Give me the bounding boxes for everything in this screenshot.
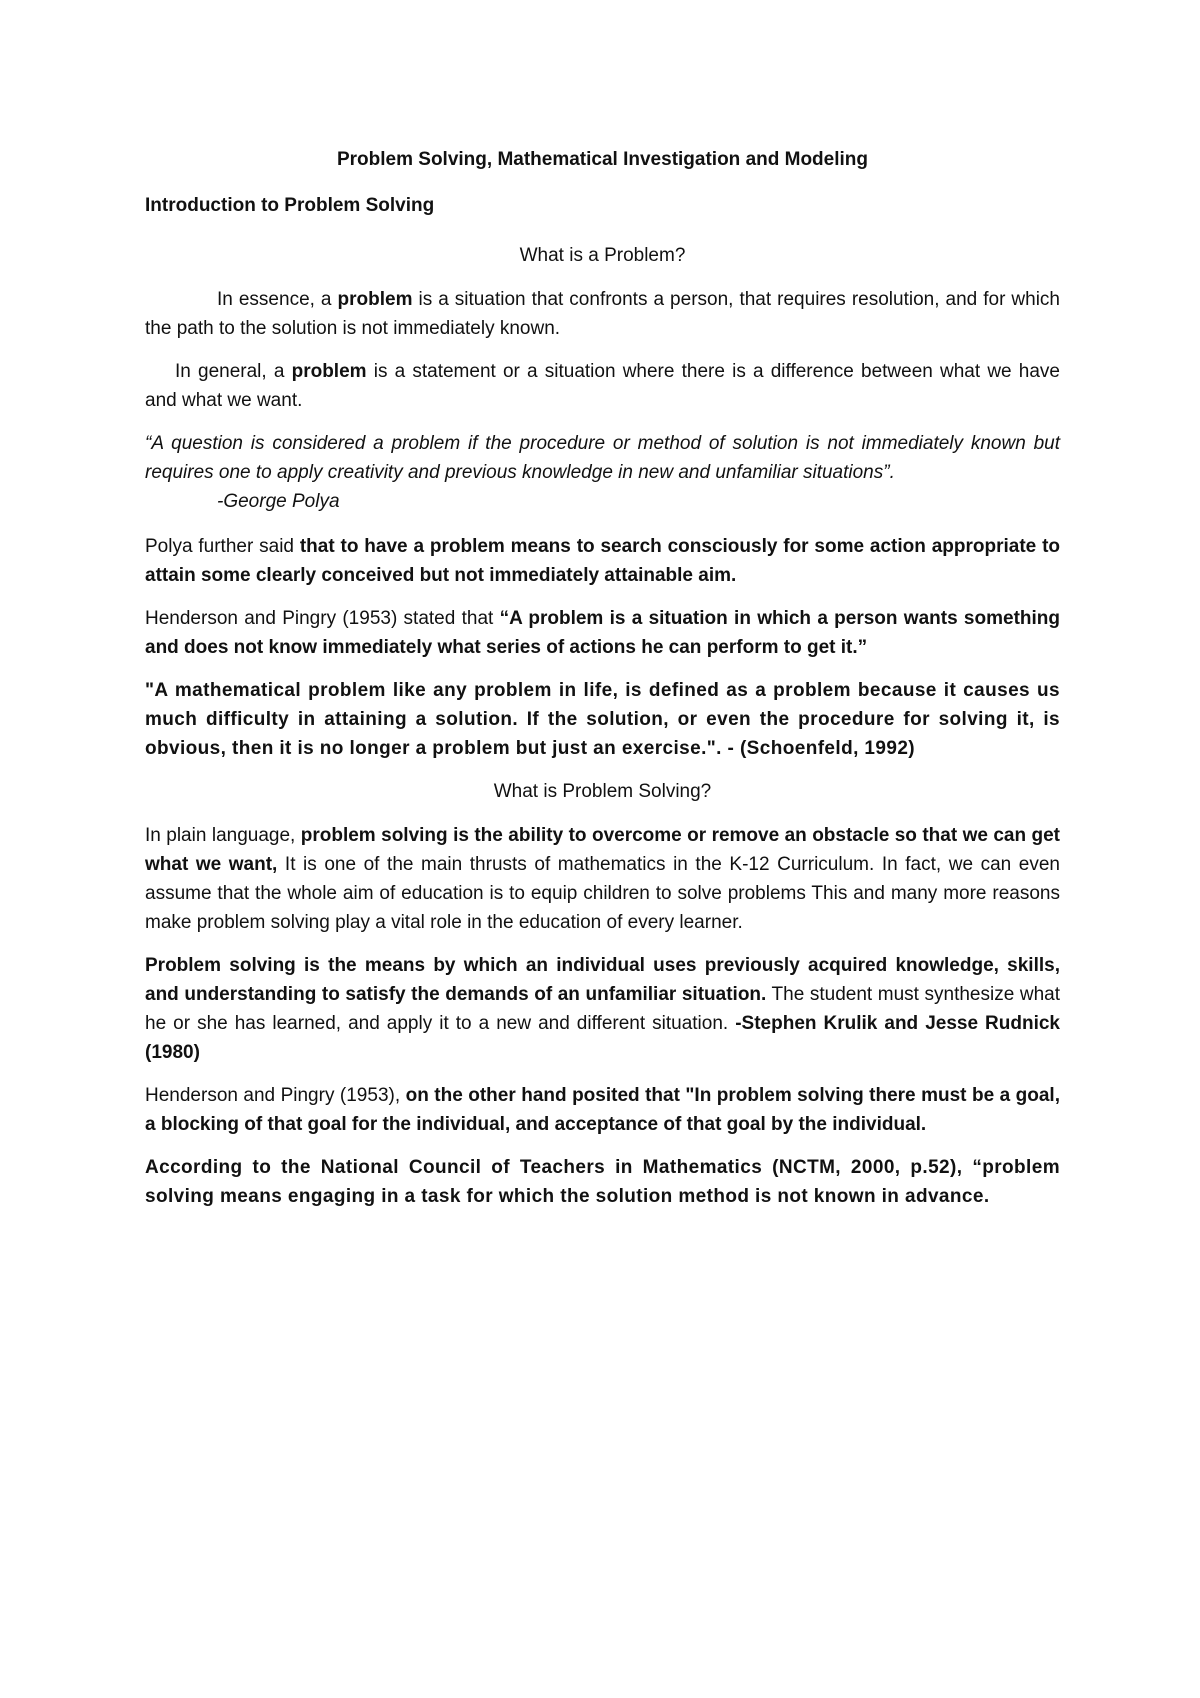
paragraph-krulik-rudnick: [145, 951, 1060, 1067]
section-heading: Introduction to Problem Solving: [145, 195, 435, 216]
bold-text-run: Problem solving is the means by which an individual uses previously acquired knowledge, skills, and understanding to satisfy the demands of an unfamiliar situation.: [145, 955, 1060, 1005]
subheading-what-is-a-problem: What is a Problem?: [519, 245, 686, 266]
bold-text-run: problem: [291, 361, 367, 382]
text-run: In general, a: [175, 361, 292, 382]
bold-text-run: problem: [337, 289, 413, 310]
paragraph-plain-language: [145, 821, 1060, 937]
text-run: It is one of the main thrusts of mathematics in the K-12 Curriculum. In fact, we can even assume that the whole aim of education is to equip children to solve problems This and many more reasons make problem solving play a vital role in the education of every learner.: [145, 854, 1060, 933]
paragraph-general: [145, 357, 1060, 415]
paragraph-henderson-pingry: [145, 604, 1060, 662]
bold-text-run: on the other hand posited that "In problem solving there must be a goal, a blocking of that goal for the individual, and acceptance of that goal by the individual.: [145, 1085, 1060, 1135]
text-run: In plain language,: [145, 825, 301, 846]
subheading-what-is-problem-solving: What is Problem Solving?: [493, 781, 712, 802]
text-run: is a situation that confronts a person, that requires resolution, and for which the path to the solution is not immediately known.: [145, 289, 1060, 339]
bold-text-run: that to have a problem means to search consciously for some action appropriate to attain some clearly conceived but not immediately attainable aim.: [145, 536, 1060, 586]
bold-text-run: “A problem is a situation in which a person wants something and does not know immediately what series of actions he can perform to get it.”: [145, 608, 1060, 658]
bold-text-run: According to the National Council of Teachers in Mathematics (NCTM, 2000, p.52), “problem solving means engaging in a task for which the solution method is not known in advance.: [145, 1157, 1060, 1207]
bold-text-run: -Stephen Krulik and Jesse Rudnick (1980): [145, 1013, 1060, 1063]
text-run: In essence, a: [217, 289, 338, 310]
text-run: is a statement or a situation where there is a difference between what we have and what we want.: [145, 361, 1060, 411]
text-run: Henderson and Pingry (1953) stated that: [145, 608, 500, 629]
polya-quote: “A question is considered a problem if the procedure or method of solution is not immediately known but requires one to apply creativity and previous knowledge in new and unfamiliar situations”.: [145, 433, 1060, 483]
paragraph-essence: [145, 285, 1060, 343]
text-run: Polya further said: [145, 536, 300, 557]
paragraph-schoenfeld: [145, 676, 1060, 763]
text-run: The student must synthesize what he or she has learned, and apply it to a new and different situation.: [145, 984, 1060, 1034]
paragraph-polya-further: [145, 532, 1060, 590]
document-page: [145, 145, 1060, 1225]
paragraph-henderson-pingry-goal: [145, 1081, 1060, 1139]
text-run: Henderson and Pingry (1953),: [145, 1085, 406, 1106]
bold-text-run: problem solving is the ability to overcome or remove an obstacle so that we can get what we want,: [145, 825, 1061, 875]
polya-attribution: -George Polya: [217, 491, 340, 512]
bold-text-run: "A mathematical problem like any problem in life, is defined as a problem because it causes us much difficulty in attaining a solution. If the solution, or even the procedure for solving it, is obvious, then it is no longer a problem but just an exercise.". - (Schoenfeld, 1992): [145, 680, 1060, 759]
paragraph-nctm: [145, 1153, 1060, 1211]
document-title: Problem Solving, Mathematical Investigation and Modeling: [336, 149, 869, 170]
